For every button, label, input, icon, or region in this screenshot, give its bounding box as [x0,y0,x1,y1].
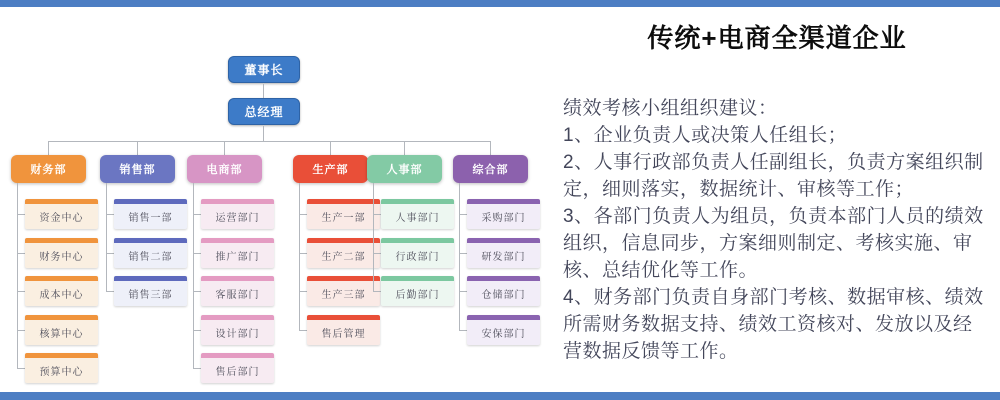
child-label: 行政部门 [395,252,440,263]
connector-line [373,183,374,291]
org-node-chairman: 董事长 [228,56,300,83]
child-label: 生产一部 [321,213,366,224]
connector-line [373,253,381,254]
child-label: 售后管理 [321,329,366,340]
connector-line [193,368,201,369]
connector-line [404,141,405,155]
connector-line [193,253,201,254]
advice-list [563,122,991,365]
child-label: 后勤部门 [395,290,440,301]
connector-line [48,141,49,155]
org-child-node [25,353,98,383]
connector-line [17,183,18,368]
child-label: 人事部门 [395,213,440,224]
child-label: 售后部门 [215,367,260,378]
connector-line [459,183,460,330]
child-label: 安保部门 [481,329,526,340]
child-label: 运营部门 [215,213,260,224]
org-child-node [201,238,274,268]
advice-item: 4、财务部门负责自身部门考核、数据审核、绩效所需财务数据支持、绩效工资核对、发放以及经营数据反馈等工作。 [563,287,984,362]
child-label: 财务中心 [39,252,84,263]
connector-line [299,183,300,330]
dept-head-1: 财务部 [11,155,86,183]
right-panel [563,18,991,365]
connector-line [48,141,491,142]
connector-line [106,183,107,291]
connector-line [193,291,201,292]
org-child-node [25,276,98,306]
connector-line [193,214,201,215]
connector-line [373,214,381,215]
child-label: 核算中心 [39,329,84,340]
child-label: 设计部门 [215,329,260,340]
org-child-node [201,199,274,229]
org-child-node [201,315,274,345]
org-child-node [307,276,380,306]
connector-line [17,291,25,292]
org-child-node [381,199,454,229]
connector-line [224,141,225,155]
connector-line [17,214,25,215]
child-label: 资金中心 [39,213,84,224]
advice-item: 1、企业负责人或决策人任组长； [563,125,848,146]
dept-head-3: 电商部 [187,155,262,183]
connector-line [193,183,194,368]
org-child-node [467,276,540,306]
org-child-node [25,199,98,229]
child-label: 生产三部 [321,290,366,301]
advice-item: 3、各部门负责人为组员，负责本部门人员的绩效组织，信息同步，方案细则制定、考核实施、审核、总结优化等工作。 [563,206,984,281]
connector-line [459,330,467,331]
connector-line [106,291,114,292]
connector-line [299,214,307,215]
org-child-node [25,315,98,345]
connector-line [330,141,331,155]
child-label: 销售一部 [128,213,173,224]
connector-line [17,253,25,254]
child-label: 推广部门 [215,252,260,263]
org-child-node [467,238,540,268]
org-child-node [467,199,540,229]
dept-head-6: 综合部 [453,155,528,183]
child-label: 销售三部 [128,290,173,301]
connector-line [299,291,307,292]
connector-line [459,253,467,254]
child-label: 客服部门 [215,290,260,301]
connector-line [459,291,467,292]
child-label: 成本中心 [39,290,84,301]
child-label: 生产二部 [321,252,366,263]
org-child-node [25,238,98,268]
org-child-node [201,353,274,383]
connector-line [263,126,264,141]
child-label: 研发部门 [481,252,526,263]
connector-line [137,141,138,155]
connector-line [490,141,491,155]
connector-line [263,84,264,98]
child-label: 预算中心 [39,367,84,378]
org-child-node [307,199,380,229]
org-child-node [307,238,380,268]
child-label: 仓储部门 [481,290,526,301]
org-child-node [467,315,540,345]
connector-line [106,253,114,254]
connector-line [193,330,201,331]
connector-line [17,330,25,331]
org-child-node [381,238,454,268]
connector-line [459,214,467,215]
dept-head-4: 生产部 [293,155,368,183]
slide-title: 传统+电商全渠道企业 [647,23,907,53]
connector-line [299,253,307,254]
child-label: 销售二部 [128,252,173,263]
connector-line [17,368,25,369]
org-child-node [114,199,187,229]
org-child-node [307,315,380,345]
org-child-node [114,276,187,306]
dept-head-2: 销售部 [100,155,175,183]
org-child-node [114,238,187,268]
org-child-node [201,276,274,306]
advice-item: 2、人事行政部负责人任副组长，负责方案组织制定，细则落实，数据统计、审核等工作； [563,152,984,200]
org-child-node [381,276,454,306]
dept-head-5: 人事部 [367,155,442,183]
connector-line [106,214,114,215]
connector-line [373,291,381,292]
connector-line [299,330,307,331]
child-label: 采购部门 [481,213,526,224]
advice-heading: 绩效考核小组组织建议： [563,98,778,119]
org-node-general-manager: 总经理 [228,98,300,125]
